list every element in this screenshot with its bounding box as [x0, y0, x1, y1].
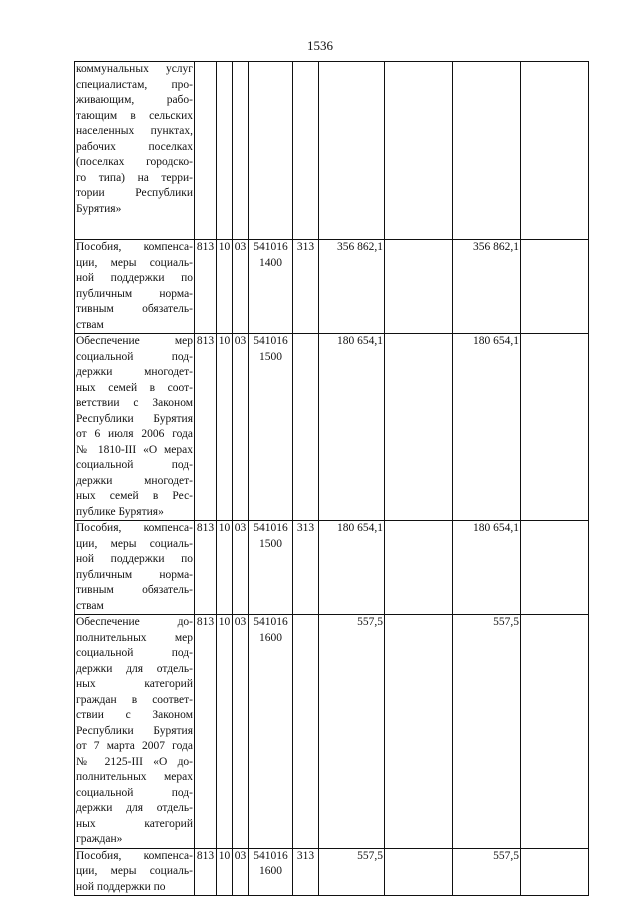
- sum-column-a-cell: [385, 334, 453, 521]
- row-name-line: от 7 марта 2007 года: [76, 740, 193, 752]
- row-name-line: социальной под-: [76, 786, 193, 799]
- subsection-code-cell: 03: [233, 240, 249, 334]
- row-name-line: ных семей в соот-: [76, 381, 193, 394]
- row-name-line: тивным обязатель-: [76, 303, 193, 315]
- sum-column-b-cell: 356 862,1: [453, 240, 521, 334]
- budget-table: [74, 61, 589, 896]
- subsection-code-cell: 03: [233, 521, 249, 615]
- target-code-cell: [249, 521, 293, 615]
- row-name-line: Республики Бурятия: [76, 412, 193, 425]
- row-name-line: социальной под-: [76, 350, 193, 363]
- row-name-line: публике Бурятия»: [76, 505, 164, 518]
- section-code-cell: 10: [217, 521, 233, 615]
- sum-column-c-cell: [521, 240, 589, 334]
- sum-column-a-cell: [385, 62, 453, 240]
- expense-kind-cell: [293, 334, 319, 521]
- row-name-line: специалистам, про-: [76, 78, 193, 91]
- target-code-part-1: 541016: [253, 335, 288, 347]
- row-name-line: граждан»: [76, 833, 123, 845]
- sum-column-a-cell: [385, 615, 453, 849]
- section-code-cell: 10: [217, 848, 233, 896]
- row-name-line: публичным норма-: [76, 568, 193, 581]
- ministry-code-cell: 813: [195, 521, 217, 615]
- sum-column-b-cell: 180 654,1: [453, 521, 521, 615]
- row-name-line: ной поддержки по: [76, 553, 193, 565]
- table-row: [75, 334, 589, 521]
- table-row: [75, 240, 589, 334]
- target-code-part-1: 541016: [253, 241, 288, 253]
- target-code-part-2: 1500: [259, 350, 282, 363]
- row-name-line: го типа) на терри-: [76, 171, 193, 184]
- row-name-line: держки многодет-: [76, 366, 193, 378]
- expense-kind-cell: [293, 615, 319, 849]
- sum-total-cell: 180 654,1: [319, 334, 385, 521]
- subsection-code-cell: 03: [233, 848, 249, 896]
- target-code-part-2: 1600: [259, 865, 282, 877]
- subsection-code-cell: [233, 62, 249, 240]
- target-code-part-2: 1400: [259, 256, 282, 269]
- row-name-line: ции, меры социаль-: [76, 256, 193, 269]
- sum-column-b-cell: [453, 62, 521, 240]
- sum-column-a-cell: [385, 240, 453, 334]
- row-name-line: коммунальных услуг: [76, 63, 193, 75]
- row-name-line: социальной под-: [76, 647, 193, 659]
- row-name-line: Пособия, компенса-: [76, 849, 193, 862]
- sum-column-a-cell: [385, 521, 453, 615]
- row-name-line: ной поддержки по: [76, 272, 193, 284]
- table-row: [75, 848, 589, 896]
- sum-total-cell: [319, 62, 385, 240]
- sum-column-c-cell: [521, 848, 589, 896]
- target-code-cell: [249, 848, 293, 896]
- row-name-line: ствии с Законом: [76, 709, 193, 721]
- row-name-line: ции, меры социаль-: [76, 537, 193, 550]
- row-name-line: ствам: [76, 599, 104, 612]
- row-name-line: рабочих поселках: [76, 140, 193, 153]
- row-name-line: ных категорий: [76, 817, 193, 830]
- sum-column-c-cell: [521, 615, 589, 849]
- page-number: 1536: [307, 38, 333, 53]
- row-name-line: ной поддержки по: [76, 880, 166, 893]
- budget-table-body: [75, 62, 589, 896]
- sum-total-cell: 557,5: [319, 848, 385, 896]
- expense-kind-cell: 313: [293, 848, 319, 896]
- section-code-cell: 10: [217, 615, 233, 849]
- target-code-part-2: 1500: [259, 537, 282, 550]
- row-name-line: ветствии с Законом: [76, 397, 193, 409]
- table-row: [75, 615, 589, 849]
- row-name-line: социальной под-: [76, 459, 193, 471]
- target-code-cell: [249, 240, 293, 334]
- row-name-line: (поселках городско-: [76, 156, 193, 168]
- sum-column-b-cell: 557,5: [453, 615, 521, 849]
- target-code-part-1: 541016: [253, 522, 288, 534]
- row-name-line: живающим, рабо-: [76, 94, 193, 106]
- row-name-line: Обеспечение до-: [76, 616, 193, 628]
- row-name-line: полнительных мерах: [76, 771, 193, 783]
- row-name-line: Обеспечение мер: [76, 335, 193, 347]
- expense-kind-cell: 313: [293, 240, 319, 334]
- row-name-line: населенных пунктах,: [76, 125, 193, 137]
- target-code-cell: [249, 62, 293, 240]
- sum-column-c-cell: [521, 521, 589, 615]
- row-name-cell: [75, 62, 195, 240]
- row-name-line: ции, меры социаль-: [76, 865, 193, 877]
- expense-kind-cell: 313: [293, 521, 319, 615]
- subsection-code-cell: 03: [233, 615, 249, 849]
- row-name-line: держки многодет-: [76, 474, 193, 487]
- table-row: [75, 521, 589, 615]
- sum-column-a-cell: [385, 848, 453, 896]
- row-name-line: тающим в сельских: [76, 109, 193, 122]
- row-name-line: полнительных мер: [76, 631, 193, 644]
- row-name-line: публичным норма-: [76, 287, 193, 300]
- sum-total-cell: 356 862,1: [319, 240, 385, 334]
- sum-column-b-cell: 180 654,1: [453, 334, 521, 521]
- sum-column-c-cell: [521, 334, 589, 521]
- sum-total-cell: 180 654,1: [319, 521, 385, 615]
- row-name-cell: [75, 334, 195, 521]
- row-name-cell: [75, 615, 195, 849]
- target-code-part-2: 1600: [259, 631, 282, 644]
- row-name-line: держки для отдель-: [76, 662, 193, 675]
- ministry-code-cell: 813: [195, 615, 217, 849]
- subsection-code-cell: 03: [233, 334, 249, 521]
- target-code-cell: [249, 615, 293, 849]
- row-name-line: держки для отдель-: [76, 802, 193, 814]
- row-name-line: тории Республики: [76, 187, 193, 199]
- ministry-code-cell: 813: [195, 240, 217, 334]
- row-name-cell: [75, 240, 195, 334]
- row-name-cell: [75, 848, 195, 896]
- target-code-part-1: 541016: [253, 849, 288, 862]
- row-name-line: ных семей в Рес-: [76, 490, 193, 502]
- row-name-line: ных категорий: [76, 678, 193, 690]
- section-code-cell: [217, 62, 233, 240]
- row-name-line: Республики Бурятия: [76, 724, 193, 737]
- row-name-line: № 1810-III «О мерах: [76, 443, 193, 456]
- ministry-code-cell: 813: [195, 334, 217, 521]
- row-name-line: Пособия, компенса-: [76, 522, 193, 534]
- target-code-part-1: 541016: [253, 616, 288, 628]
- table-row: [75, 62, 589, 240]
- row-name-line: № 2125-III «О до-: [76, 755, 193, 768]
- row-name-line: тивным обязатель-: [76, 584, 193, 596]
- section-code-cell: 10: [217, 334, 233, 521]
- ministry-code-cell: 813: [195, 848, 217, 896]
- target-code-cell: [249, 334, 293, 521]
- row-name-line: граждан в соответ-: [76, 693, 193, 706]
- section-code-cell: 10: [217, 240, 233, 334]
- expense-kind-cell: [293, 62, 319, 240]
- sum-column-c-cell: [521, 62, 589, 240]
- row-name-line: ствам: [76, 318, 104, 331]
- row-name-line: Бурятия»: [76, 202, 122, 215]
- row-name-cell: [75, 521, 195, 615]
- row-name-line: от 6 июля 2006 года: [76, 428, 193, 440]
- sum-total-cell: 557,5: [319, 615, 385, 849]
- row-name-line: Пособия, компенса-: [76, 241, 193, 253]
- ministry-code-cell: [195, 62, 217, 240]
- sum-column-b-cell: 557,5: [453, 848, 521, 896]
